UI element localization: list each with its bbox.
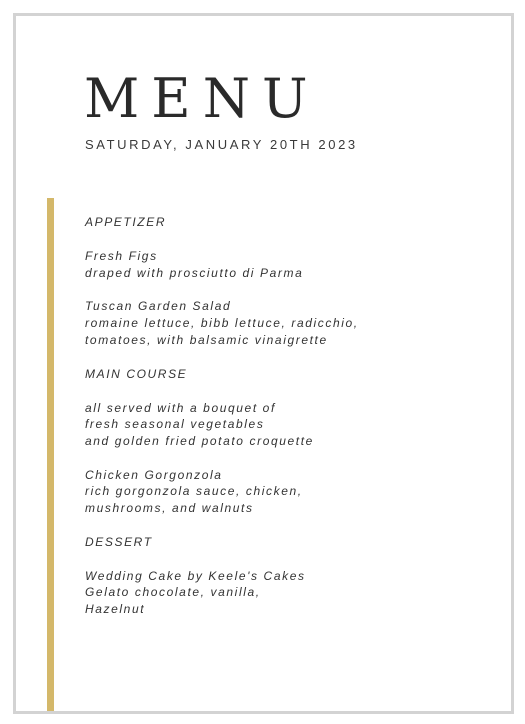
item-description: romaine lettuce, bibb lettuce, radicchio, (85, 316, 359, 331)
item-description: tomatoes, with balsamic vinaigrette (85, 332, 328, 347)
menu-item (85, 248, 495, 281)
menu-content (85, 214, 495, 618)
item-name: Fresh Figs (85, 249, 158, 263)
section-main-course (85, 366, 495, 517)
item-description: fresh seasonal vegetables (85, 417, 265, 432)
menu-item (85, 467, 495, 517)
menu-item (85, 568, 495, 618)
section-appetizer (85, 214, 495, 349)
menu-title: MENU (84, 67, 320, 130)
section-heading: APPETIZER (85, 215, 167, 229)
item-description: all served with a bouquet of (85, 400, 276, 415)
menu-card (13, 13, 514, 714)
menu-item (85, 298, 495, 348)
item-name: Tuscan Garden Salad (85, 299, 232, 314)
section-heading: DESSERT (85, 534, 153, 549)
item-description: rich gorgonzola sauce, chicken, (85, 484, 303, 499)
section-heading: MAIN COURSE (85, 366, 188, 381)
item-description: Hazelnut (85, 602, 146, 617)
section-dessert (85, 534, 495, 618)
item-description: Gelato chocolate, vanilla, (85, 585, 261, 600)
item-description: draped with prosciutto di Parma (85, 265, 304, 280)
menu-date: SATURDAY, JANUARY 20TH 2023 (85, 137, 358, 152)
menu-item (85, 400, 495, 450)
item-description: and golden fried potato croquette (85, 433, 314, 448)
item-description: mushrooms, and walnuts (85, 501, 254, 516)
gold-accent-bar (47, 198, 54, 711)
item-name: Wedding Cake by Keele's Cakes (85, 568, 306, 583)
item-name: Chicken Gorgonzola (85, 467, 223, 482)
